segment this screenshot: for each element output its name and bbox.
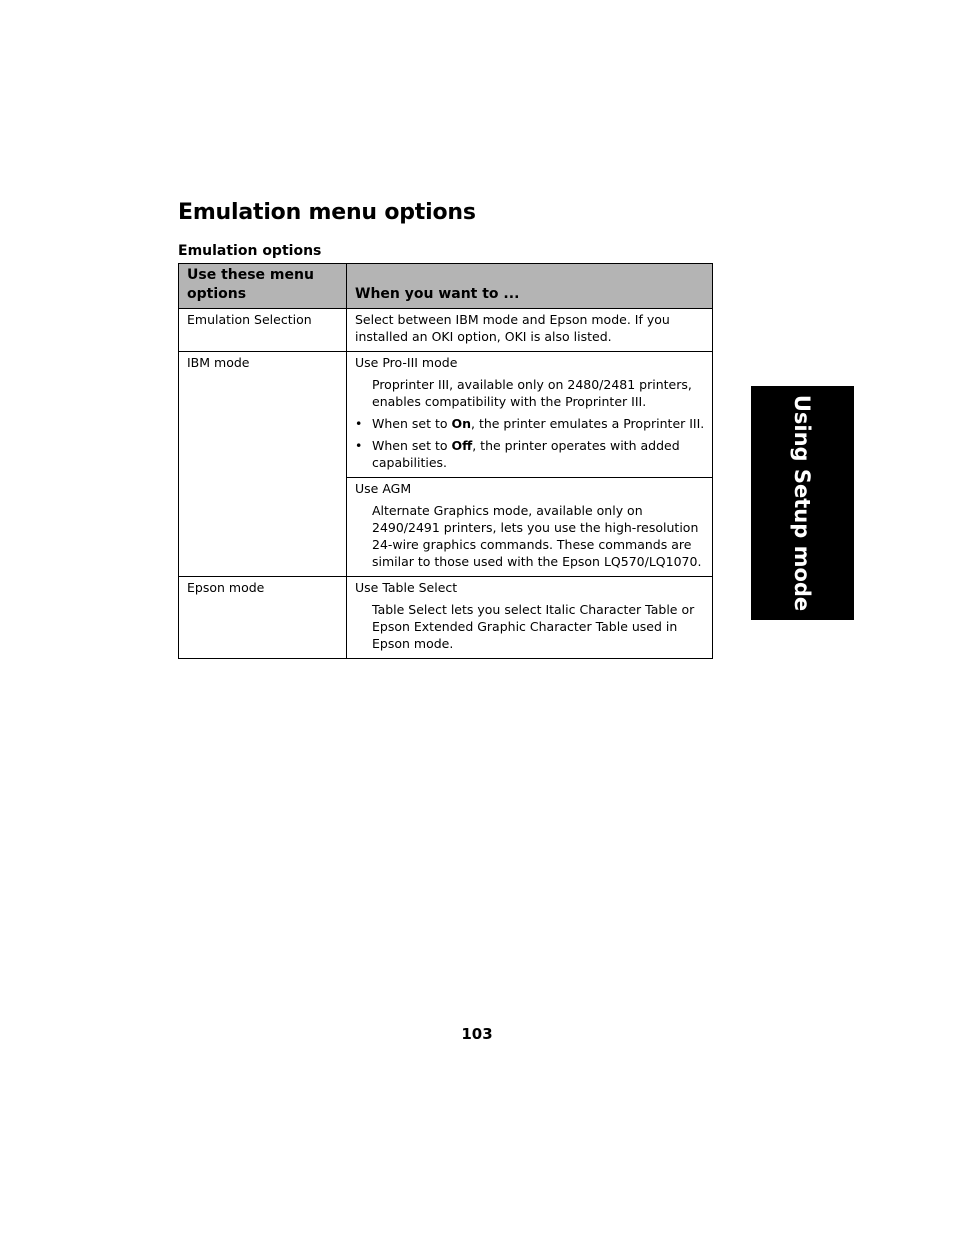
list-item	[355, 415, 708, 432]
cell-use-table-select	[347, 577, 713, 659]
emulation-options-table	[178, 263, 713, 659]
bullet-value-off: Off	[451, 438, 473, 453]
cell-use-pro-iii-mode	[347, 352, 713, 478]
table-row	[179, 352, 713, 478]
table-row	[179, 577, 713, 659]
table-header-row	[179, 264, 713, 309]
bullet-icon: •	[355, 416, 363, 431]
bullet-text: When set to	[372, 416, 452, 431]
subsetting-title: Use Table Select	[355, 580, 458, 595]
subsetting-description: Table Select lets you select Italic Character Table or Epson Extended Graphic Character Table used in Epson mode.	[372, 602, 695, 651]
option-emulation-selection: Emulation Selection	[179, 309, 347, 352]
description-emulation-selection: Select between IBM mode and Epson mode. If you installed an OKI option, OKI is also listed.	[347, 309, 713, 352]
side-tab-label: Using Setup mode	[790, 394, 814, 612]
subsetting-description: Proprinter III, available only on 2480/2481 printers, enables compatibility with the Proprinter III.	[372, 377, 692, 409]
subsetting-description: Alternate Graphics mode, available only on 2490/2491 printers, lets you use the high-resolution 24-wire graphics commands. These commands are similar to those used with the Epson LQ570/LQ1070.	[372, 503, 702, 569]
cell-use-agm	[347, 478, 713, 577]
header-menu-options: Use these menu options	[179, 264, 347, 309]
page-title: Emulation menu options	[178, 200, 476, 225]
subsetting-title: Use Pro-III mode	[355, 355, 458, 370]
bullet-icon: •	[355, 438, 363, 453]
page-number: 103	[461, 1025, 493, 1043]
bullet-text: , the printer emulates a Proprinter III.	[471, 416, 705, 431]
option-ibm-mode: IBM mode	[179, 352, 347, 577]
bullet-text: When set to	[372, 438, 452, 453]
header-when-you-want-to: When you want to ...	[347, 264, 713, 309]
subsetting-title: Use AGM	[355, 481, 412, 496]
table-caption: Emulation options	[178, 243, 322, 259]
bullet-value-on: On	[451, 416, 471, 431]
section-side-tab	[751, 386, 854, 620]
list-item	[355, 437, 708, 471]
table-row	[179, 309, 713, 352]
bullet-text: , the printer operates with added capabilities.	[372, 438, 680, 470]
option-epson-mode: Epson mode	[179, 577, 347, 659]
